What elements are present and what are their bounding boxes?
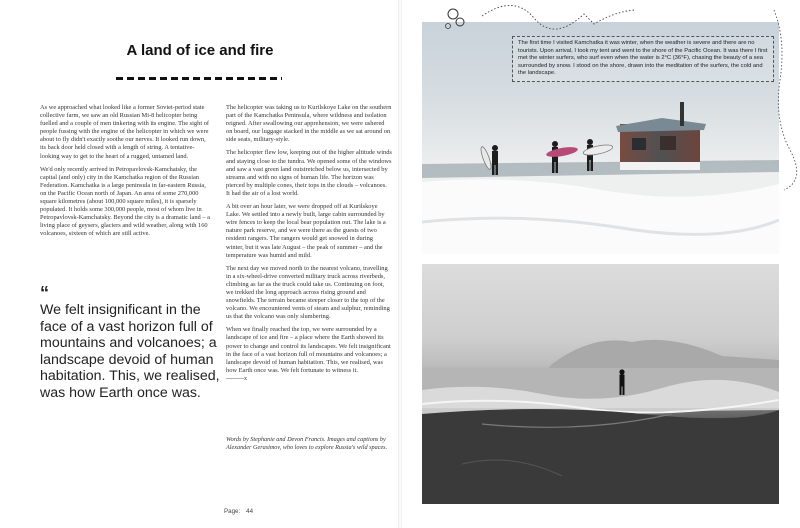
quote-mark-icon: “ (40, 283, 49, 303)
decorative-circles-icon (444, 6, 484, 36)
page-number: 44 (246, 508, 254, 515)
page-label: Page: (224, 508, 241, 515)
paragraph: The helicopter was taking us to Kurilskoye Lake on the southern part of the Kamchatka Peninsula, where wildness and isolation reigned. After swallowing our apprehension, we were ushered on board, our luggage stacked in the middle as we sat around on side seats, military-style. (226, 104, 392, 144)
body-column-2 (226, 104, 392, 388)
article-credits: Words by Stephanie and Devon Francis. Images and captions by Alexander Gerasimov, who loves to explore Russia's wild spaces. (226, 436, 388, 452)
end-mark: ---------x (226, 375, 247, 382)
body-column-1 (40, 104, 213, 244)
paragraph: The helicopter flew low, keeping out of the higher altitude winds and staying close to the tundra. We opened some of the windows and saw a vast green land outstretched below us, intersected by streams and with no signs of human life. The horizon was pierced by multiple cones, their tops in the clouds – volcanoes. It had the air of a lost world. (226, 149, 392, 197)
article-title: A land of ice and fire (126, 42, 274, 59)
title-dashed-rule (116, 77, 282, 80)
pull-quote: We felt insignificant in the face of a vast horizon full of mountains and volcanoes; a landscape devoid of human habitation. This, we realised, was how Earth once was. (40, 302, 220, 401)
page-gutter (398, 0, 402, 528)
paragraph (226, 326, 392, 383)
paragraph: The next day we moved north to the nearest volcano, travelling in a six-wheel-drive converted military truck across riverbeds, climbing as far as the truck could take us. Continuing on foot, we trekked the long approach across rising ground and snowfields. The terrain became steeper closer to the top of the volcano. We encountered vents of steam and sulphur, reminding us that the volcano was only slumbering. (226, 264, 390, 321)
paragraph: A bit over an hour later, we were dropped off at Kurilskoye Lake. We settled into a newly built, large cabin surrounded by wire fences to keep the local bear population out. The lake is a nature park reserve, and we were there as the guests of two resident rangers. The rangers would get snowed in during winter, but it was late August – the peak of summer – and the temperature was humid and mild. (226, 203, 386, 259)
paragraph: We'd only recently arrived in Petropavlovsk-Kamchatsky, the capital (and only) city in the Kamchatka region of the Russian Federation. Kamchatka is a large peninsula in far-eastern Russia, on the Pacific Ocean north of Japan. An area of some 270,000 square kilometres (about 100,000 square miles), it is sparsely populated. It holds some 300,000 people, most of whom live in Petropavlovsk-Kamchatsky. Beyond the city is a dramatic land – a living place of geysers, glaciers and wild weather, along with 160 volcanoes, sixteen of which are still active. (40, 165, 210, 238)
decorative-dotted-trail (474, 0, 800, 528)
page-folio (224, 508, 259, 515)
paragraph: As we approached what looked like a former Soviet-period state collective farm, we saw an old Russian Mi-8 helicopter being fuelled and a couple of men tinkering with its engine. The sight of people fussing with the engine of the helicopter in which we were about to fly didn't exactly soothe our nerves. It looked run down, its back door held closed with a length of string. A tentative-looking way to get to the heart of a rugged, untamed land. (40, 104, 210, 160)
paragraph-text: When we finally reached the top, we were surrounded by a landscape of ice and fire – a place where the Earth showed its power to change and control its landscapes. We felt insignificant in the face of a vast horizon full of mountains and volcanoes; a landscape devoid of human habitation. This, we realised, was how Earth once was. We felt fortunate to witness it. (226, 326, 391, 374)
photo-caption: The first time I visited Kamchatka it was winter, when the weather is severe and there are no tourists. Upon arrival, I took my tent and went to the shore of the Pacific Ocean. It was there I first met the winter surfers, who surf even when the water is 2°C (36°F), chasing the beauty of a sea surrounded by snow. I stood on the shore, drawn into the meditation of the surfers, the cold and the landscape. (512, 36, 774, 82)
